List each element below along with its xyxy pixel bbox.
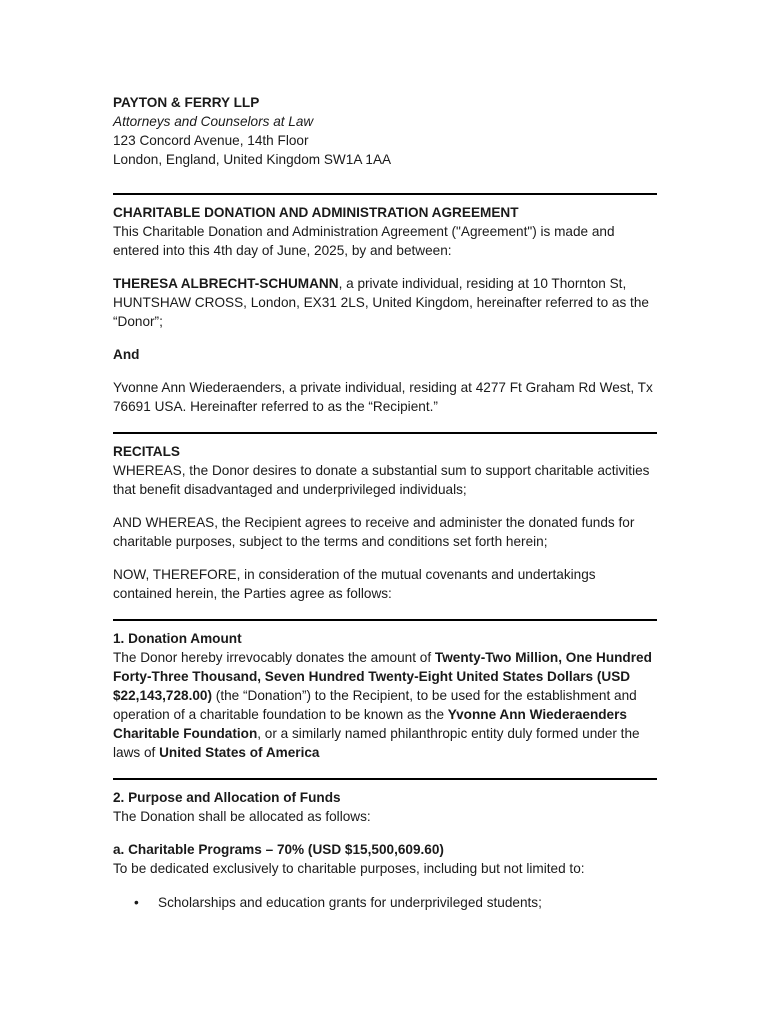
firm-name: PAYTON & FERRY LLP bbox=[113, 95, 260, 110]
agreement-intro: This Charitable Donation and Administration Agreement ("Agreement") is made and entered into this 4th day of June, 2025, by and between: bbox=[113, 224, 615, 258]
section-2a-text: To be dedicated exclusively to charitable purposes, including but not limited to: bbox=[113, 861, 585, 876]
bullet-icon: • bbox=[134, 895, 139, 910]
recital-whereas-1: WHEREAS, the Donor desires to donate a substantial sum to support charitable activities that benefit disadvantaged and underprivileged individuals; bbox=[113, 463, 650, 497]
charitable-programs-list bbox=[113, 893, 657, 912]
section-2-intro: The Donation shall be allocated as follows: bbox=[113, 809, 371, 824]
donor-details: , a private individual, residing at 10 Thornton St, HUNTSHAW CROSS, London, EX31 2LS, United Kingdom, hereinafter referred to as the “Donor”; bbox=[113, 276, 649, 329]
governing-country: United States of America bbox=[159, 745, 320, 760]
section-1-body bbox=[113, 648, 657, 762]
section-1-heading: 1. Donation Amount bbox=[113, 631, 242, 646]
section-1-text: , or a similarly named philanthropic entity duly formed under the laws of bbox=[113, 726, 640, 760]
firm-address-line-2: London, England, United Kingdom SW1A 1AA bbox=[113, 152, 392, 167]
and-label: And bbox=[113, 347, 140, 362]
agreement-document bbox=[113, 93, 657, 912]
letterhead bbox=[113, 93, 657, 169]
divider bbox=[113, 619, 657, 621]
firm-address-line-1: 123 Concord Avenue, 14th Floor bbox=[113, 133, 309, 148]
divider bbox=[113, 193, 657, 195]
list-item bbox=[113, 893, 657, 912]
section-2-heading: 2. Purpose and Allocation of Funds bbox=[113, 790, 341, 805]
recitals-heading: RECITALS bbox=[113, 444, 180, 459]
recital-whereas-2: AND WHEREAS, the Recipient agrees to receive and administer the donated funds for charitable purposes, subject to the terms and conditions set forth herein; bbox=[113, 515, 635, 549]
recital-now-therefore: NOW, THEREFORE, in consideration of the mutual covenants and undertakings contained herein, the Parties agree as follows: bbox=[113, 567, 596, 601]
section-1-text: (the “Donation”) to the Recipient, to be used for the establishment and operation of a charitable foundation to be known as the bbox=[113, 688, 637, 722]
section-2a-heading: a. Charitable Programs – 70% (USD $15,500,609.60) bbox=[113, 842, 444, 857]
donor-name: THERESA ALBRECHT-SCHUMANN bbox=[113, 276, 339, 291]
divider bbox=[113, 432, 657, 434]
firm-tagline: Attorneys and Counselors at Law bbox=[113, 114, 314, 129]
divider bbox=[113, 778, 657, 780]
donation-amount: Twenty-Two Million, One Hundred Forty-Three Thousand, Seven Hundred Twenty-Eight United States Dollars (USD $22,143,728.00) bbox=[113, 650, 652, 703]
agreement-title: CHARITABLE DONATION AND ADMINISTRATION AGREEMENT bbox=[113, 205, 519, 220]
foundation-name: Yvonne Ann Wiederaenders Charitable Foundation bbox=[113, 707, 627, 741]
list-item-text: Scholarships and education grants for underprivileged students; bbox=[158, 895, 542, 910]
recipient-paragraph: Yvonne Ann Wiederaenders, a private individual, residing at 4277 Ft Graham Rd West, Tx 76691 USA. Hereinafter referred to as the “Recipient.” bbox=[113, 380, 653, 414]
donor-paragraph bbox=[113, 274, 657, 331]
section-1-text: The Donor hereby irrevocably donates the amount of bbox=[113, 650, 435, 665]
